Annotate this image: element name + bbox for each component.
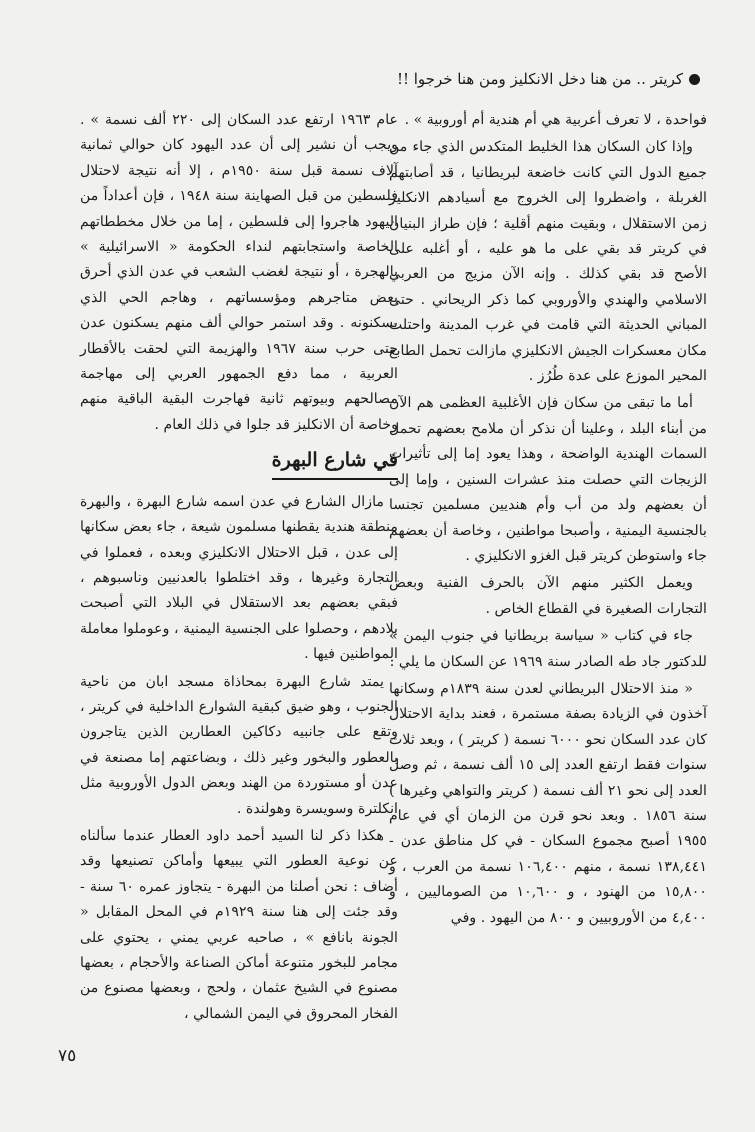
body-paragraph: فواحدة ، لا تعرف أعربية هي أم هندية أم أوروبية » . — [404, 112, 707, 128]
body-paragraph: جاء في كتاب « سياسة بريطانيا في جنوب اليمن » للدكتور جاد طه الصادر سنة ١٩٦٩ عن السكان ما يلي : — [389, 628, 707, 670]
bullet-icon — [689, 74, 700, 85]
body-paragraph: عام ١٩٦٣ ارتفع عدد السكان إلى ٢٢٠ ألف نسمة » . ويجب أن نشير إلى أن عدد اليهود كان حوالي ثمانية آلاف نسمة قبل سنة ١٩٥٠م ، إلا أنه نتيجة لاحتلال فلسطين من قبل الصهاينة سنة ١٩٤٨ ، فإن أعداداً من اليهود هاجروا إلى فلسطين ، إما من خلال مخططاتهم الخاصة واستجابتهم لنداء الحكومة « الاسرائيلية » بالهجرة ، أو نتيجة لغضب الشعب في عدن الذي أحرق بعض متاجرهم ومؤسساتهم ، وهاجم الحي الذي يسكنونه . وقد استمر حوالي ألف منهم يسكنون عدن حتى حرب سنة ١٩٦٧ والهزيمة التي لحقت بالأقطار العربية ، مما دفع الجمهور العربي إلى مهاجمة مصالحهم وبيوتهم ثانية فهاجرت البقية الباقية منهم وخاصة أن الانكليز قد جلوا في ذلك العام . — [80, 112, 399, 433]
body-paragraph: هكذا ذكر لنا السيد أحمد داود العطار عندما سألناه عن نوعية العطور التي يبيعها وأماكن تصنيعها وقد أضاف : نحن أصلنا من البهرة - يتجاوز عمره ٦٠ سنة - وقد جئت إلى هنا سنة ١٩٢٩م في المحل المقابل « الجونة بانافع » ، صاحبه عربي يمني ، يحتوي على مجامر للبخور متنوعة أماكن الصناعة والأحجام ، بعضها مصنوع في الشيخ عثمان ، ولحج ، وبعضها مصنوع من الفخار المحروق في اليمن الشمالي ، — [80, 827, 399, 1022]
body-paragraph: مازال الشارع في عدن اسمه شارع البهرة ، والبهرة منطقة هندية يقطنها مسلمون شيعة ، جاء بعض سكانها إلى عدن ، قبل الاحتلال الانكليزي وبعده ، فعملوا في التجارة وغيرها ، وقد اختلطوا بالعدنيين وناسبوهم ، فبقي بعضهم بعد الاستقلال في البلاد التي أصبحت بلادهم ، وحصلوا على الجنسية اليمنية ، وعوملوا معاملة المواطنين فيها . — [80, 493, 398, 663]
running-title: كريتر .. من هنا دخل الانكليز ومن هنا خرجوا !! — [396, 70, 683, 88]
running-header — [60, 66, 700, 92]
right-column — [389, 108, 707, 933]
body-paragraph: أما ما تبقى من سكان فإن الأغلبية العظمى هم الآن من أبناء البلد ، وعلينا أن نذكر أن ملامح بعضهم تحمل السمات الهندية الواضحة ، وهذا يعود إما إلى تأثيرات الزيجات التي حصلت منذ عشرات السنين ، وإما إلى أن بعضهم ولد من أب وأم هنديين مسلمين تجنسا بالجنسية اليمنية ، وأصبحا مواطنين ، وخاصة أن بعضهم جاء واستوطن كريتر قبل الغزو الانكليزي . — [389, 395, 707, 564]
left-column — [80, 108, 398, 1029]
body-paragraph: ويعمل الكثير منهم الآن بالحرف الفنية وبعض التجارات الصغيرة في القطاع الخاص . — [389, 575, 707, 617]
body-paragraph: يمتد شارع البهرة بمحاذاة مسجد ابان من ناحية الجنوب ، وهو ضيق كبقية الشوارع الداخلية في كريتر ، وتقع على جانبيه دكاكين العطارين الذين يتاجرون بالعطور والبخور وغير ذلك ، وبضاعتهم إما مصنعة في عدن أو مستوردة من الهند وبعض الدول الأوروبية مثل انكلترة وسويسرة وهولندة . — [80, 673, 398, 817]
body-paragraph: وإذا كان السكان هذا الخليط المتكدس الذي جاء من جميع الدول التي كانت خاضعة لبريطانيا ، قد أصابتهم الغربلة ، واضطروا إلى الخروج مع أسيادهم الانكليز زمن الاستقلال ، وبقيت منهم أقلية ؛ فإن طراز البنيان في كريتر قد بقي على ما هو عليه ، أو أغلبه على الأصح قد بقي كذلك . وإنه الآن مزيج من العربي الاسلامي والهندي والأوروبي كما ذكر الريحاني . حتى المباني الحديثة التي قامت في غرب المدينة واحتلت مكان معسكرات الجيش الانكليزي مازالت تحمل الطابع المحير الموزع على عدة طُرُز . — [389, 139, 707, 385]
section-title: في شارع البهرة — [272, 446, 398, 479]
quote-paragraph: « منذ الاحتلال البريطاني لعدن سنة ١٨٣٩م وسكانها آخذون في الزيادة بصفة مستمرة ، فعند بداية الاحتلال كان عدد السكان نحو ٦٠٠٠ نسمة ( كريتر ) ، وبعد ثلاث سنوات فقط ارتفع العدد إلى ١٥ ألف نسمة ، ثم وصل العدد إلى نحو ٢١ ألف نسمة ( كريتر والتواهي وغيرها ) سنة ١٨٥٦ . وبعد نحو قرن من الزمان أي في عام ١٩٥٥ أصبح مجموع السكان - في كل مناطق عدن - ١٣٨,٤٤١ نسمة ، منهم ١٠٦,٤٠٠ نسمة من العرب ، و ١٥,٨٠٠ من الهنود ، و ١٠,٦٠٠ من الصوماليين ، و ٤,٤٠٠ من الأوروبيين و ٨٠٠ من اليهود . وفي — [389, 680, 707, 926]
page-number: ٧٥ — [58, 1046, 77, 1066]
section-heading-wrap — [80, 440, 398, 489]
